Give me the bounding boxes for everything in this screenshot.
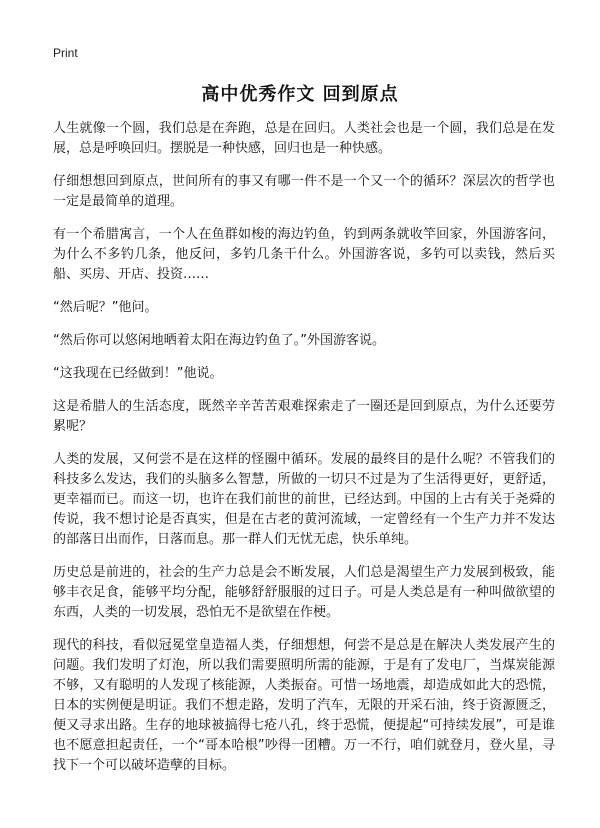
print-link[interactable]: Print (53, 46, 78, 60)
paragraph-7: 这是希腊人的生活态度，既然辛辛苦苦艰难探索走了一圈还是回到原点，为什么还要劳累呢？ (53, 399, 555, 434)
article-body (53, 119, 555, 789)
paragraph-4: “然后呢？”他问。 (53, 300, 158, 315)
paragraph-6: “这我现在已经做到！”他说。 (53, 366, 223, 381)
paragraph-9: 历史总是前进的，社会的生产力总是会不断发展，人们总是渴望生产力发展到极致，能够丰衣足食，能够平均分配，能够舒舒服服的过日子。可是人类总是有一种叫做欲望的东西，人类的一切发展，恐怕无不是欲望在作梗。 (53, 565, 555, 620)
paragraph-10: 现代的科技，看似冠冕堂皇造福人类，仔细想想，何尝不是总是在解决人类发展产生的问题。我们发明了灯泡，所以我们需要照明所需的能源，于是有了发电厂，当煤炭能源不够，又有聪明的人发现了核能源，人类振奋。可惜一场地震，却造成如此大的恐慌，日本的实例便是明证。我们不想走路，发明了汽车，无限的开采石油，终于资源匮乏，便又寻求出路。生存的地球被搞得七疮八孔，终于恐慌，便提起“可持续发展”，可是谁也不愿意担起责任，一个“哥本哈根”吵得一团糟。万一不行，咱们就登月，登火星，寻找下一个可以破坏造孽的目标。 (53, 638, 555, 773)
paragraph-8: 人类的发展，又何尝不是在这样的怪圈中循环。发展的最终目的是什么呢？不管我们的科技多么发达，我们的头脑多么智慧，所做的一切只不过是为了生活得更好，更舒适，更幸福而已。而这一切，也许在我们前世的前世，已经达到。中国的上古有关于尧舜的传说，我不想讨论是否真实，但是在古老的黄河流域，一定曾经有一个生产力并不发达的部落日出而作，日落而息。那一群人们无忧无虑，快乐单纯。 (53, 452, 555, 547)
page-title: 高中优秀作文 回到原点 (201, 84, 399, 105)
paragraph-3: 有一个希腊寓言，一个人在鱼群如梭的海边钓鱼，钓到两条就收竿回家，外国游客问，为什么不多钓几条，他反问，多钓几条干什么。外国游客说，多钓可以卖钱，然后买船、买房、开店、投资…… (53, 227, 555, 282)
paragraph-2: 仔细想想回到原点，世间所有的事又有哪一件不是一个又一个的循环？深层次的哲学也一定是最简单的道理。 (53, 174, 555, 209)
paragraph-1: 人生就像一个圆，我们总是在奔跑，总是在回归。人类社会也是一个圆，我们总是在发展，总是呼唤回归。摆脱是一种快感，回归也是一种快感。 (53, 121, 555, 156)
paragraph-5: “然后你可以悠闲地晒着太阳在海边钓鱼了。”外国游客说。 (53, 333, 385, 348)
